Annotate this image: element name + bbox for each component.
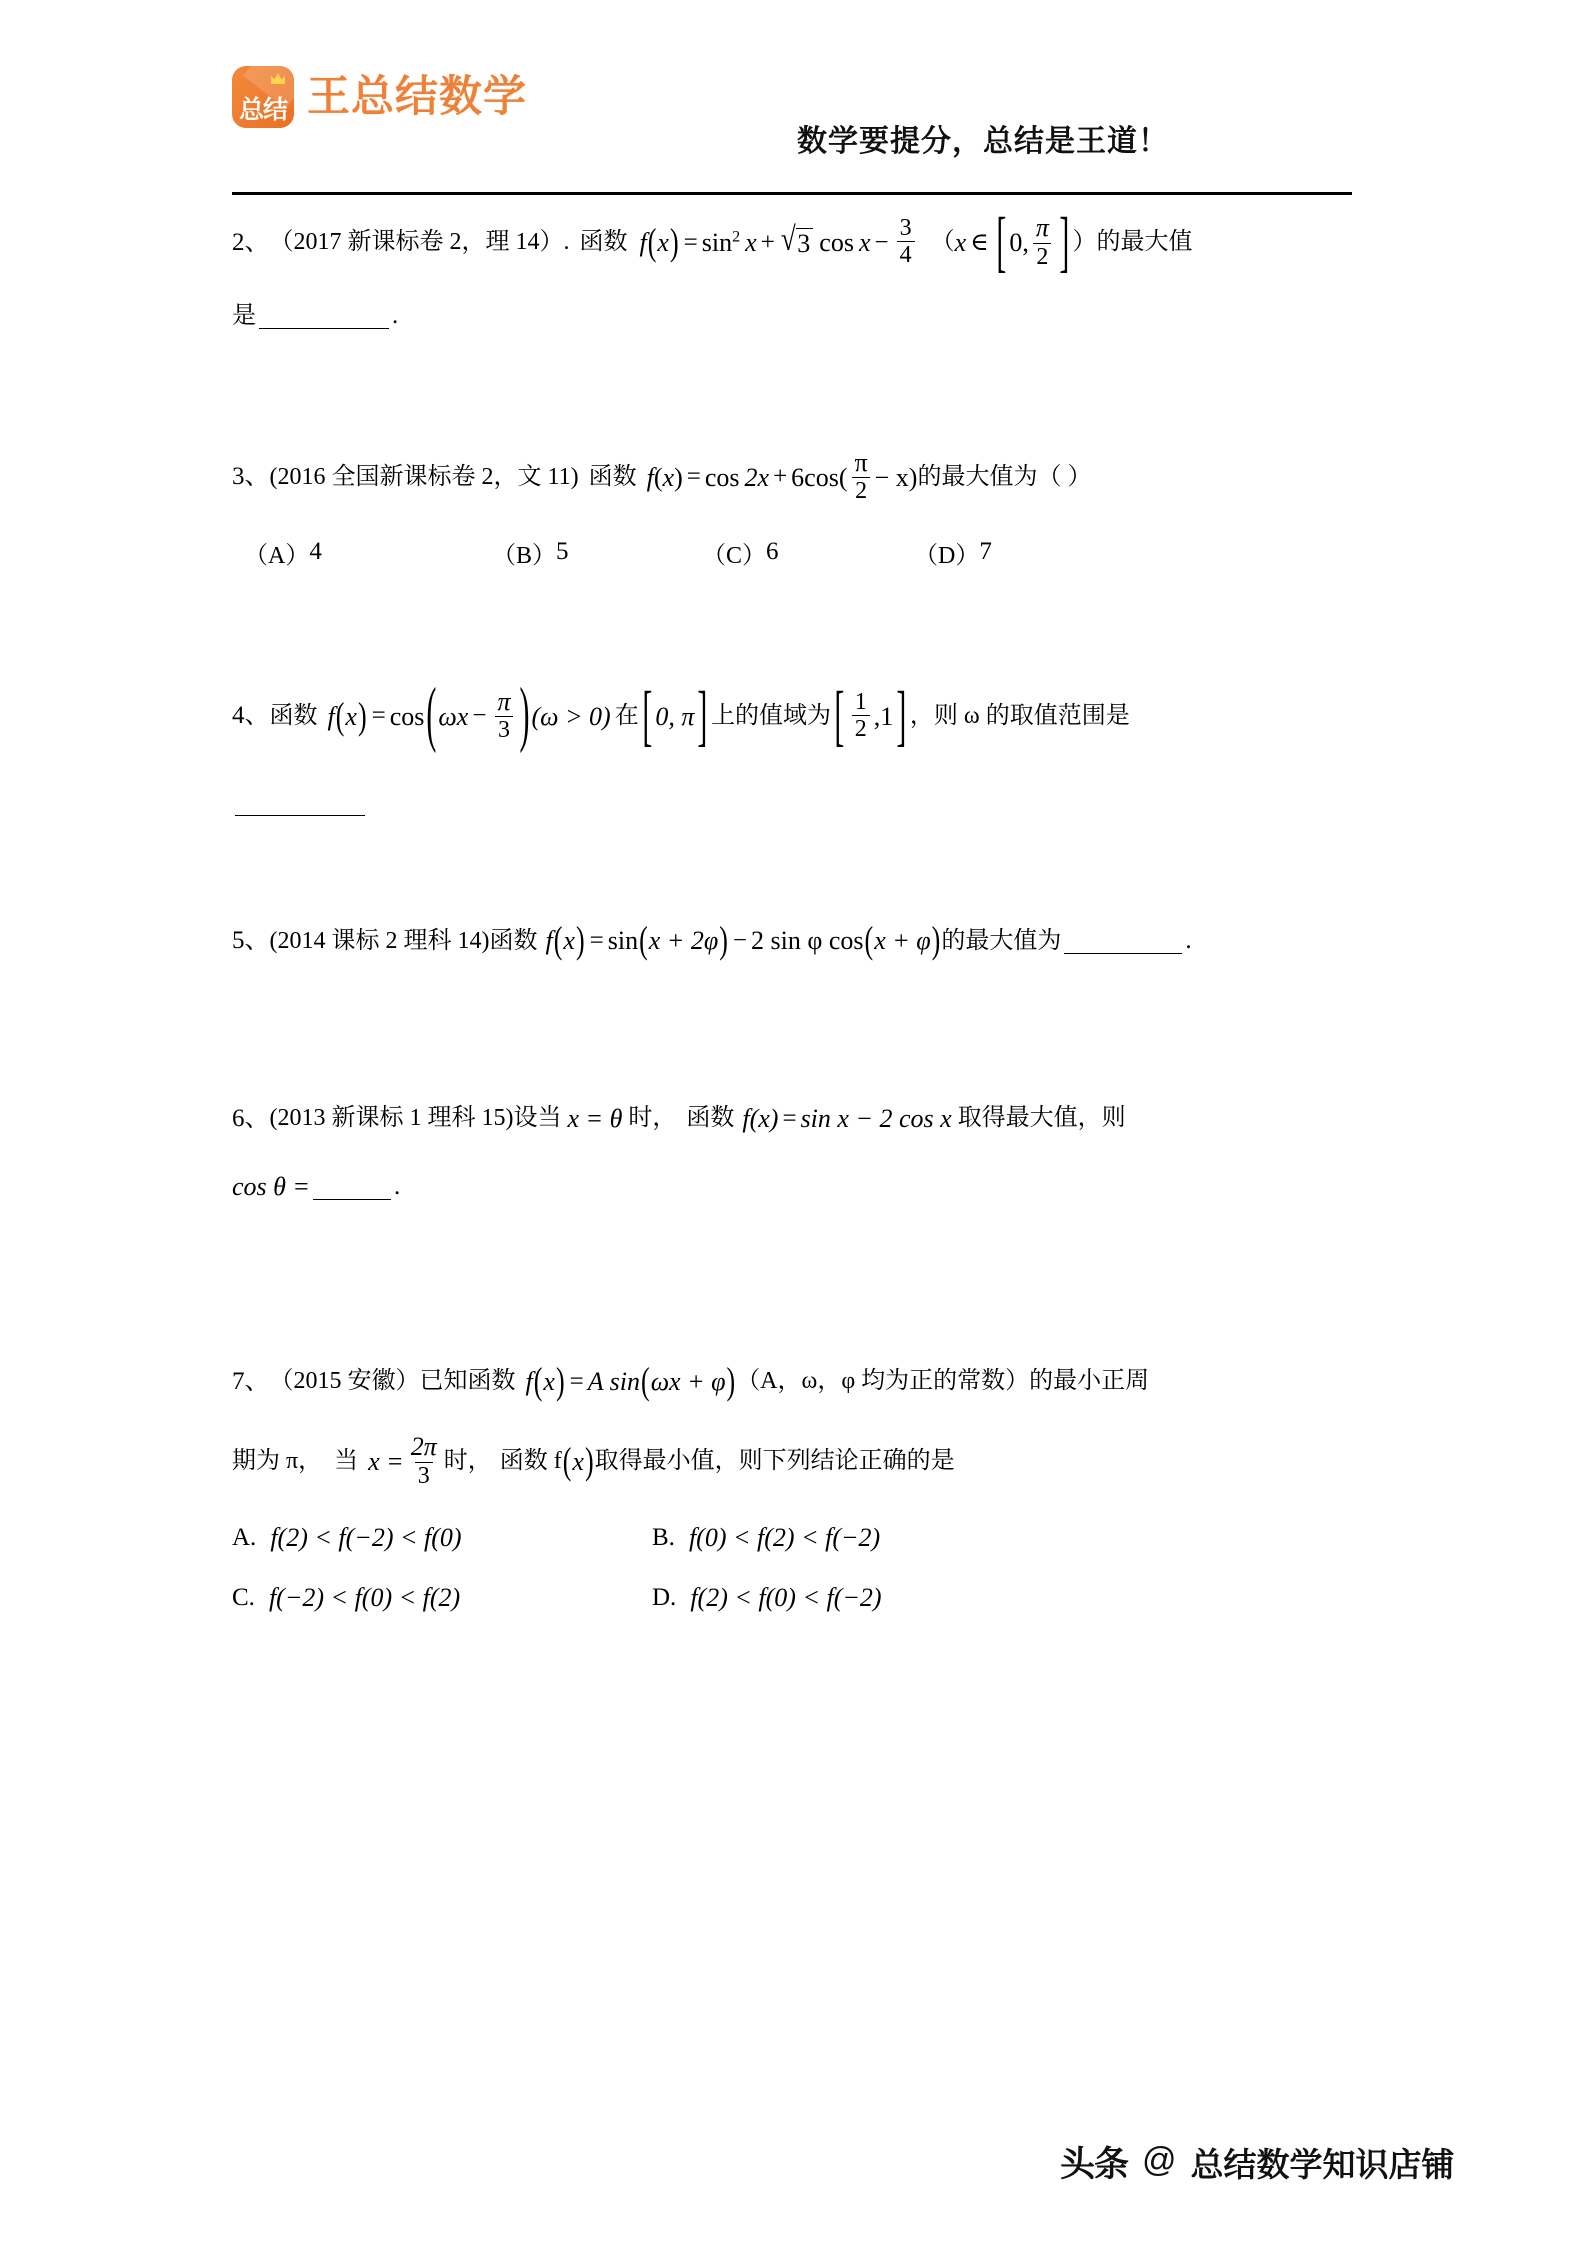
q3-two-x: 2x	[744, 462, 770, 492]
q7-paren-close: )	[555, 1360, 565, 1403]
q4-paren-close: )	[357, 695, 367, 738]
q7-x-eq: x =	[368, 1447, 404, 1477]
q4-condition: (ω > 0)	[531, 701, 611, 731]
q4-frac-numerator: π	[497, 686, 511, 716]
q6-source: (2013 新课标 1 理科 15)	[269, 1105, 514, 1132]
q4-lead: 函数	[269, 702, 318, 729]
worksheet-content	[232, 206, 1362, 1613]
q3-option-b-label: （B）	[492, 542, 557, 569]
q2-paren-close: )	[669, 221, 679, 264]
q2-domain-two: 2	[1033, 243, 1051, 269]
q2-domain-fraction	[1033, 215, 1052, 269]
question-7-line-1	[232, 1360, 1362, 1403]
q7-tail: 的最小正周	[1029, 1368, 1150, 1395]
q4-mid2: 上的值域为	[711, 702, 832, 729]
q2-answer-blank[interactable]	[259, 304, 389, 329]
q3-fn: f	[646, 462, 654, 492]
q4-range-bracket-close: ]	[896, 677, 907, 754]
q2-sqrt	[780, 221, 813, 259]
q7-source: （2015 安徽）	[269, 1368, 420, 1395]
q5-expr2: 2 sin φ cos	[751, 926, 864, 956]
q6-shi: 时，	[628, 1105, 677, 1132]
question-6-line-1	[232, 1104, 1362, 1134]
q2-domain-var: x	[954, 228, 967, 258]
q6-lead2: 函数	[686, 1105, 735, 1132]
q2-number: 2、	[232, 228, 270, 256]
q7-expr: A sin	[587, 1367, 641, 1397]
q2-bracket-close: ]	[1059, 204, 1070, 280]
question-6-line-2	[232, 1172, 1362, 1202]
q3-six-cos: 6cos(	[791, 462, 848, 492]
q3-eq: =	[686, 463, 701, 491]
header-tagline: 数学要提分，总结是王道！	[797, 125, 1169, 158]
q2-cos: cos	[819, 228, 854, 258]
q7-cond: （A，ω，φ 均为正的常数）	[736, 1368, 1030, 1395]
q7-fn2-paren-close: )	[584, 1440, 594, 1483]
q6-eq: =	[782, 1104, 797, 1132]
q7-frac-denominator: 3	[415, 1462, 433, 1488]
q2-paren-open: (	[647, 221, 657, 264]
q3-option-c-value: 6	[766, 538, 779, 566]
q3-option-c-label: （C）	[702, 542, 767, 569]
q4-fn: f	[327, 701, 335, 731]
q2-eq: =	[683, 228, 698, 256]
q3-paren-close: )	[674, 462, 683, 492]
q4-range-fraction	[852, 690, 870, 742]
footer-account-name: 总结数学知识店铺	[1190, 2145, 1455, 2183]
q7-option-a[interactable]	[232, 1523, 652, 1553]
q6-tail: 取得最大值，则	[957, 1105, 1126, 1132]
q7-option-d[interactable]	[652, 1583, 882, 1613]
q3-frac-numerator: π	[854, 447, 868, 477]
q4-range-bracket-open: [	[834, 677, 845, 754]
q3-option-d-value: 7	[979, 538, 992, 566]
q5-period: .	[1185, 927, 1192, 955]
q2-frac-denominator: 4	[897, 241, 915, 267]
q5-arg2: x + φ	[874, 926, 931, 956]
q4-number: 4、	[232, 702, 270, 730]
q3-cos: cos	[704, 462, 740, 492]
q3-frac-denominator: 2	[852, 477, 870, 503]
q4-answer-blank[interactable]	[235, 792, 365, 817]
q4-bigparen-open: (	[426, 674, 437, 756]
brand-logo-icon	[232, 66, 294, 128]
q4-range-denominator: 2	[852, 715, 870, 741]
q7-fn: f	[525, 1367, 533, 1397]
q4-bracket-open: [	[642, 677, 653, 754]
q2-answer-prefix: 是	[232, 302, 256, 329]
q5-sin: sin	[607, 926, 639, 956]
q3-option-a-value: 4	[309, 538, 322, 566]
q7-option-a-label: A.	[232, 1524, 257, 1551]
q6-answer-blank[interactable]	[313, 1175, 391, 1200]
q2-source: （2017 新课标卷 2，理 14）.	[269, 229, 570, 256]
q2-var: x	[657, 228, 669, 258]
brand-block	[232, 66, 527, 128]
q4-interval: 0, π	[655, 701, 695, 731]
q3-paren-open: (	[653, 462, 663, 492]
question-4-line-2	[232, 792, 1362, 817]
q6-period: .	[393, 1172, 401, 1200]
q2-domain-close: ）	[1072, 229, 1097, 256]
question-6	[232, 1104, 1362, 1202]
q7-frac-numerator: 2π	[410, 1432, 437, 1462]
q3-fraction	[852, 447, 871, 505]
q5-eq: =	[589, 927, 604, 955]
q4-mid: 在	[614, 702, 639, 729]
question-3	[232, 447, 1362, 570]
q4-minus: −	[472, 702, 487, 730]
q2-plus: +	[760, 228, 775, 256]
question-2-line-2	[232, 302, 1362, 331]
question-7-options-row-2	[232, 1583, 1362, 1613]
q4-tail: ，则 ω 的取值范围是	[909, 702, 1130, 729]
q7-arg-open: (	[641, 1360, 650, 1403]
logo-badge-label: 总结	[238, 96, 287, 124]
q5-lead: 函数	[489, 927, 538, 954]
q6-fn: f(x)	[742, 1104, 779, 1134]
q3-lead: 函数	[588, 463, 637, 490]
q7-arg-close: )	[726, 1360, 736, 1403]
q3-tail: 的最大值为（ ）	[917, 463, 1092, 490]
q7-lead: 已知函数	[419, 1368, 516, 1395]
q2-answer-period: .	[392, 301, 399, 329]
q3-plus: +	[773, 463, 788, 491]
q2-domain-pi: π	[1035, 213, 1049, 242]
question-5-line-1	[232, 919, 1362, 962]
q6-cos-theta: cos θ =	[232, 1172, 310, 1202]
at-icon: @	[1142, 2140, 1177, 2179]
q7-fn2-paren-open: (	[562, 1440, 572, 1483]
q7-option-d-label: D.	[652, 1584, 677, 1611]
question-4	[232, 674, 1362, 817]
q5-tail: 的最大值为	[941, 927, 1062, 954]
q6-number: 6、	[232, 1104, 270, 1132]
q7-when: 当	[334, 1448, 359, 1475]
question-3-line-1	[232, 447, 1362, 505]
q4-bigparen-close: )	[519, 674, 530, 756]
q5-answer-blank[interactable]	[1064, 929, 1182, 954]
q5-paren-open: (	[553, 919, 563, 962]
q4-paren-open: (	[335, 695, 345, 738]
footer-watermark	[1060, 2137, 1455, 2187]
q4-eq: =	[371, 702, 386, 730]
q2-lead: 函数	[579, 229, 628, 256]
q4-bracket-close: ]	[697, 677, 708, 754]
q5-var: x	[563, 926, 575, 956]
q2-domain-open: （	[930, 229, 955, 256]
q3-option-a-label: （A）	[244, 542, 310, 569]
q7-option-d-expr: f(2) < f(0) < f(−2)	[690, 1583, 882, 1612]
q3-option-b-value: 5	[556, 538, 569, 566]
q2-fn: f	[639, 228, 647, 258]
q2-domain-left: 0,	[1009, 228, 1029, 258]
question-2-line-1	[232, 204, 1362, 280]
q6-lead: 设当	[513, 1105, 562, 1132]
q5-arg1-close: )	[719, 919, 728, 962]
q3-option-a[interactable]	[244, 535, 492, 570]
question-2	[232, 204, 1362, 331]
q2-minus: −	[874, 228, 889, 256]
q5-paren-close: )	[575, 919, 585, 962]
q4-range-numerator: 1	[854, 688, 867, 715]
q3-option-c[interactable]	[702, 535, 914, 570]
question-3-options	[232, 535, 1362, 570]
q3-option-d[interactable]	[914, 535, 992, 570]
q7-fn2-var: x	[572, 1447, 584, 1477]
q7-shi: 时，	[443, 1448, 492, 1475]
q7-fn2: 函数 f	[499, 1448, 562, 1475]
q7-number: 7、	[232, 1367, 270, 1395]
q7-fraction	[408, 1434, 440, 1488]
radical-icon: √	[780, 221, 796, 259]
toutiao-logo: 头条	[1060, 2145, 1129, 2184]
q5-minus: −	[732, 927, 747, 955]
q5-source: (2014 课标 2 理科 14)	[269, 927, 490, 954]
q2-cos-var: x	[858, 228, 871, 258]
q6-expr: sin x − 2 cos x	[800, 1104, 952, 1134]
q2-bracket-open: [	[996, 204, 1006, 280]
q7-option-b-label: B.	[652, 1524, 675, 1551]
q4-cos: cos	[389, 701, 425, 731]
q3-option-b[interactable]	[492, 535, 702, 570]
q5-arg2-close: )	[931, 919, 941, 962]
q5-arg2-open: (	[864, 919, 874, 962]
question-7	[232, 1360, 1362, 1613]
q7-option-c[interactable]	[232, 1583, 652, 1613]
q7-arg: ωx + φ	[650, 1367, 726, 1397]
q7-option-b-expr: f(0) < f(2) < f(−2)	[688, 1523, 881, 1552]
q3-source: (2016 全国新课标卷 2，文 11)	[269, 463, 579, 490]
q4-omega-x: ωx	[438, 701, 469, 731]
q4-var: x	[345, 701, 357, 731]
q4-fraction	[494, 686, 513, 744]
q2-sin-power: 2	[732, 228, 741, 246]
q2-fraction	[897, 216, 915, 268]
q7-paren-open: (	[533, 1360, 543, 1403]
header-divider	[232, 192, 1352, 195]
q7-option-a-expr: f(2) < f(−2) < f(0)	[270, 1523, 462, 1552]
q5-fn: f	[545, 926, 553, 956]
brand-name: 王总结数学	[307, 72, 527, 121]
q4-range-right: ,1	[873, 701, 894, 731]
q7-option-c-label: C.	[232, 1584, 255, 1611]
q7-option-c-expr: f(−2) < f(0) < f(2)	[268, 1583, 461, 1612]
question-7-line-2	[232, 1432, 1362, 1489]
q7-eq: =	[569, 1367, 584, 1395]
question-5	[232, 919, 1362, 962]
q5-number: 5、	[232, 927, 270, 955]
q3-option-d-label: （D）	[914, 542, 980, 569]
page-header	[232, 58, 1352, 168]
q5-arg1: x + 2φ	[648, 926, 719, 956]
q7-option-b[interactable]	[652, 1523, 880, 1553]
q2-tail: 的最大值	[1096, 229, 1193, 256]
q2-radicand: 3	[796, 228, 813, 257]
q7-period-label: 期为 π，	[232, 1448, 323, 1475]
q2-sin-var: x	[745, 228, 757, 258]
q3-minus-x: − x)	[874, 462, 918, 492]
q6-x-eq-theta: x = θ	[567, 1104, 623, 1134]
q2-sin: $\sin^2$	[701, 228, 741, 258]
q7-line2-tail: 取得最小值，则下列结论正确的是	[594, 1448, 955, 1475]
q5-arg1-open: (	[639, 919, 648, 962]
question-4-line-1	[232, 674, 1362, 756]
q2-domain-in: ∈	[970, 228, 989, 256]
q3-var: x	[662, 462, 675, 492]
q3-number: 3、	[232, 463, 270, 491]
q7-var: x	[543, 1367, 555, 1397]
q2-frac-numerator: 3	[899, 215, 912, 242]
question-7-options-row-1	[232, 1523, 1362, 1553]
q4-frac-denominator: 3	[495, 716, 513, 742]
